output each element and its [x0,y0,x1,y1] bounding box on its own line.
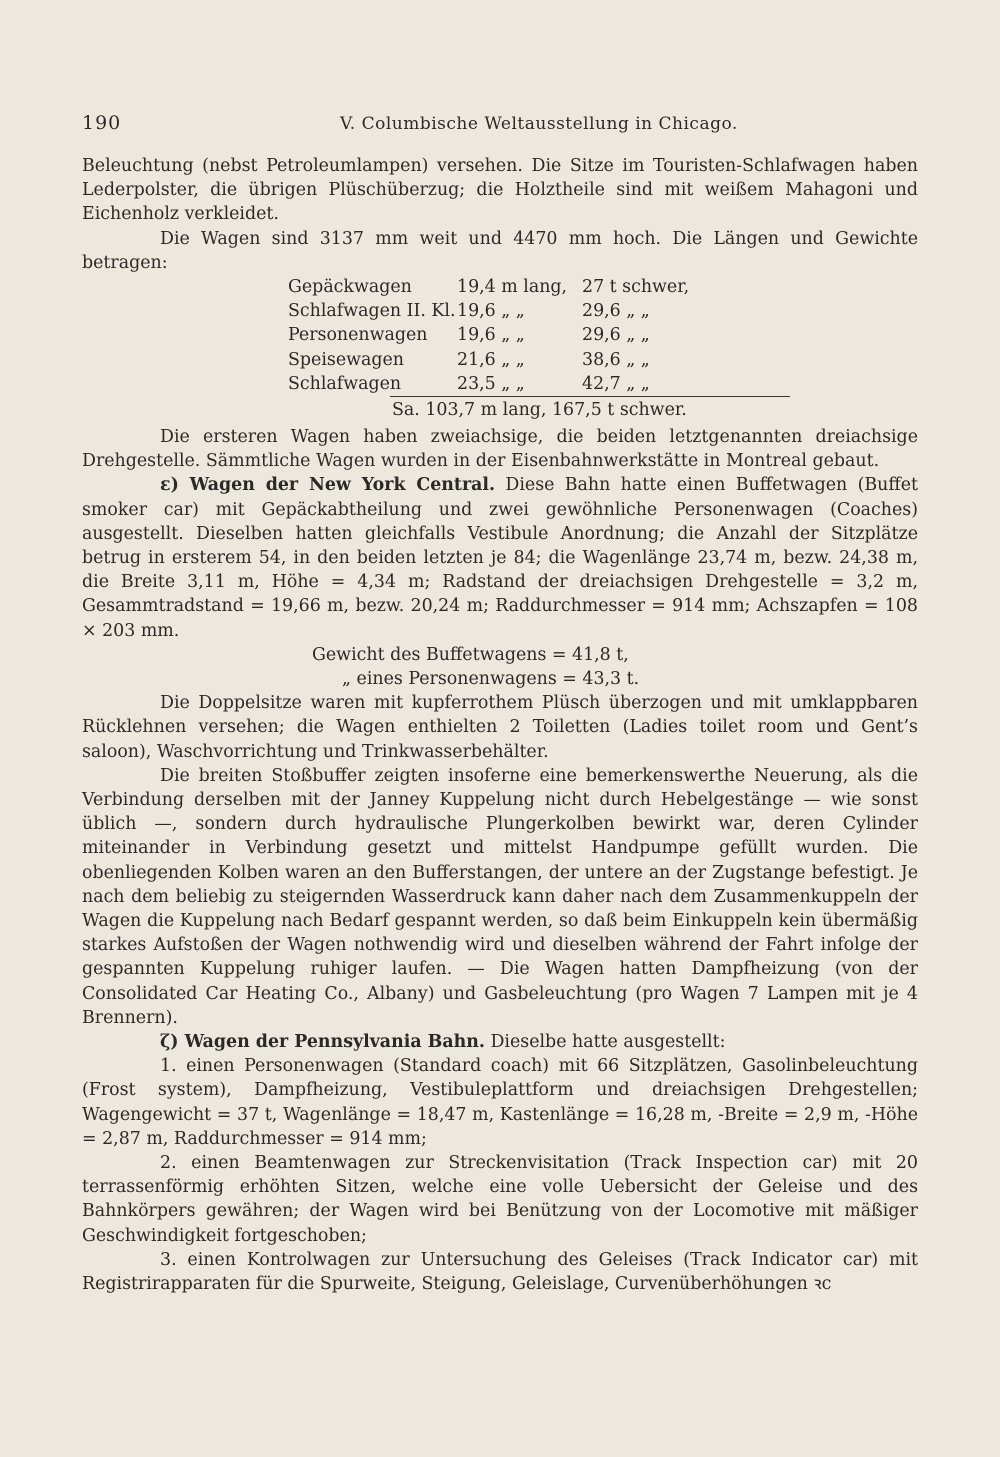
car-type: Speisewagen [288,349,404,370]
page-header [82,112,918,142]
paragraph-seats: Die Doppelsitze waren mit kupferrothem Plüsch überzogen und mit umklappbaren Rücklehnen versehen; die Wagen enthielten 2 Toiletten (Ladies toilet room und Gent’s saloon), Waschvorrichtung und Trinkwasserbehälter. [82,693,918,762]
page-body [82,154,918,1296]
weight-buffet-car: Gewicht des Buffetwagens = 41,8 t, [312,644,629,665]
car-weight: 29,6 „ „ [582,301,650,322]
car-type: Personenwagen [288,325,428,346]
car-type: Gepäckwagen [288,277,412,298]
table-sum: Sa. 103,7 m lang, 167,5 t schwer. [392,399,687,420]
list-item: 2. einen Beamtenwagen zur Streckenvisitation (Track Inspection car) mit 20 terrassenförmig erhöhten Sitzen, welche eine volle Uebersicht der Geleise und des Bahnkörpers gewähren; der Wagen wird bei Benützung von der Locomotive mit mäßiger Geschwindigkeit fortgeschoben; [82,1153,918,1246]
table-row [82,372,918,396]
section-text: Diese Bahn hatte einen Buffetwagen (Buffet smoker car) mit Gepäckabtheilung und zwei gewöhnliche Personenwagen (Coaches) ausgestellt. Dieselben hatten gleichfalls Vestibule Anordnung; die Anzahl der Sitzplätze betrug in ersterem 54, in den beiden letzten je 84; die Wagenlänge 23,74 m, bezw. 24,38 m, die Breite 3,11 m, Höhe = 4,34 m; Radstand der dreiachsigen Drehgestelle = 3,2 m, Gesammtradstand = 19,66 m, bezw. 20,24 m; Raddurchmesser = 914 mm; Achszapfen = 108 × 203 mm. [82,475,918,641]
car-length: 19,6 „ „ [457,301,525,322]
car-length: 19,6 „ „ [457,325,525,346]
paragraph-buffers: Die breiten Stoßbuffer zeigten insoferne eine bemerkenswerthe Neuerung, als die Verbindung derselben mit der Janney Kuppelung nicht durch Hebelgestänge — wie sonst üblich —, sondern durch hydraulische Plungerkolben bewirkt war, deren Cylinder miteinander in Verbindung gesetzt und mittelst Handpumpe gefüllt wurden. Die obenliegenden Kolben waren an den Bufferstangen, der untere an der Zugstange befestigt. Je nach dem beliebig zu steigernden Wasserdruck kann daher nach dem Zusammenkuppeln der Wagen die Kuppelung nach Bedarf gespannt werden, so daß beim Einkuppeln kein übermäßig starkes Aufstoßen der Wagen nothwendig wird und dieselben während der Fahrt infolge der gespannten Kuppelung ruhiger laufen. — Die Wagen hatten Dampfheizung (von der Consolidated Car Heating Co., Albany) und Gasbeleuchtung (pro Wagen 7 Lampen mit je 4 Brennern). [82,765,918,1028]
car-weight: 42,7 „ „ [582,373,650,394]
section-heading: ε) Wagen der New York Central. [160,475,496,496]
car-weight: 27 t schwer, [582,277,690,298]
paragraph-dimensions: Die Wagen sind 3137 mm weit und 4470 mm hoch. Die Längen und Gewichte betragen: [82,228,918,273]
table-row [82,348,918,372]
car-type: Schlafwagen II. Kl. [288,301,456,322]
car-type: Schlafwagen [288,373,402,394]
paragraph-bogies: Die ersteren Wagen haben zweiachsige, die beiden letztgenannten dreiachsige Drehgestelle. Sämmtliche Wagen wurden in der Eisenbahnwerkstätte in Montreal gebaut. [82,426,918,472]
section-pennsylvania [82,1030,918,1054]
section-heading: ζ) Wagen der Pennsylvania Bahn. [160,1032,485,1053]
table-row [82,323,918,347]
car-length: 19,4 m lang, [457,277,568,298]
section-text: Dieselbe hatte ausgestellt: [490,1032,726,1053]
car-weight: 38,6 „ „ [582,349,650,370]
list-item: 1. einen Personenwagen (Standard coach) mit 66 Sitzplätzen, Gasolinbeleuchtung (Frost system), Dampfheizung, Vestibuleplattform und dreiachsigen Drehgestellen; Wagengewicht = 37 t, Wagenlänge = 18,47 m, Kastenlänge = 16,28 m, -Breite = 2,9 m, -Höhe = 2,87 m, Raddurchmesser = 914 mm; [82,1056,918,1149]
car-length: 21,6 „ „ [457,349,525,370]
list-item: 3. einen Kontrolwagen zur Untersuchung des Geleises (Track Indicator car) mit Registrirapparaten für die Spurweite, Steigung, Geleislage, Curvenüberhöhungen ꝛc [82,1249,918,1295]
table-row [82,299,918,323]
running-title: V. Columbische Weltausstellung in Chicago. [340,114,738,134]
paragraph-lighting: Beleuchtung (nebst Petroleumlampen) versehen. Die Sitze im Touristen-Schlafwagen haben Lederpolster, die übrigen Plüschüberzug; die Holztheile sind mit weißem Mahagoni und Eichenholz verkleidet. [82,156,918,225]
page-number: 190 [82,112,122,134]
car-weight: 29,6 „ „ [582,325,650,346]
car-length: 23,5 „ „ [457,373,525,394]
weight-passenger-car: „ eines Personenwagens = 43,3 t. [342,668,640,689]
section-new-york-central [82,473,918,642]
length-weight-table [82,275,918,423]
table-row [82,275,918,299]
